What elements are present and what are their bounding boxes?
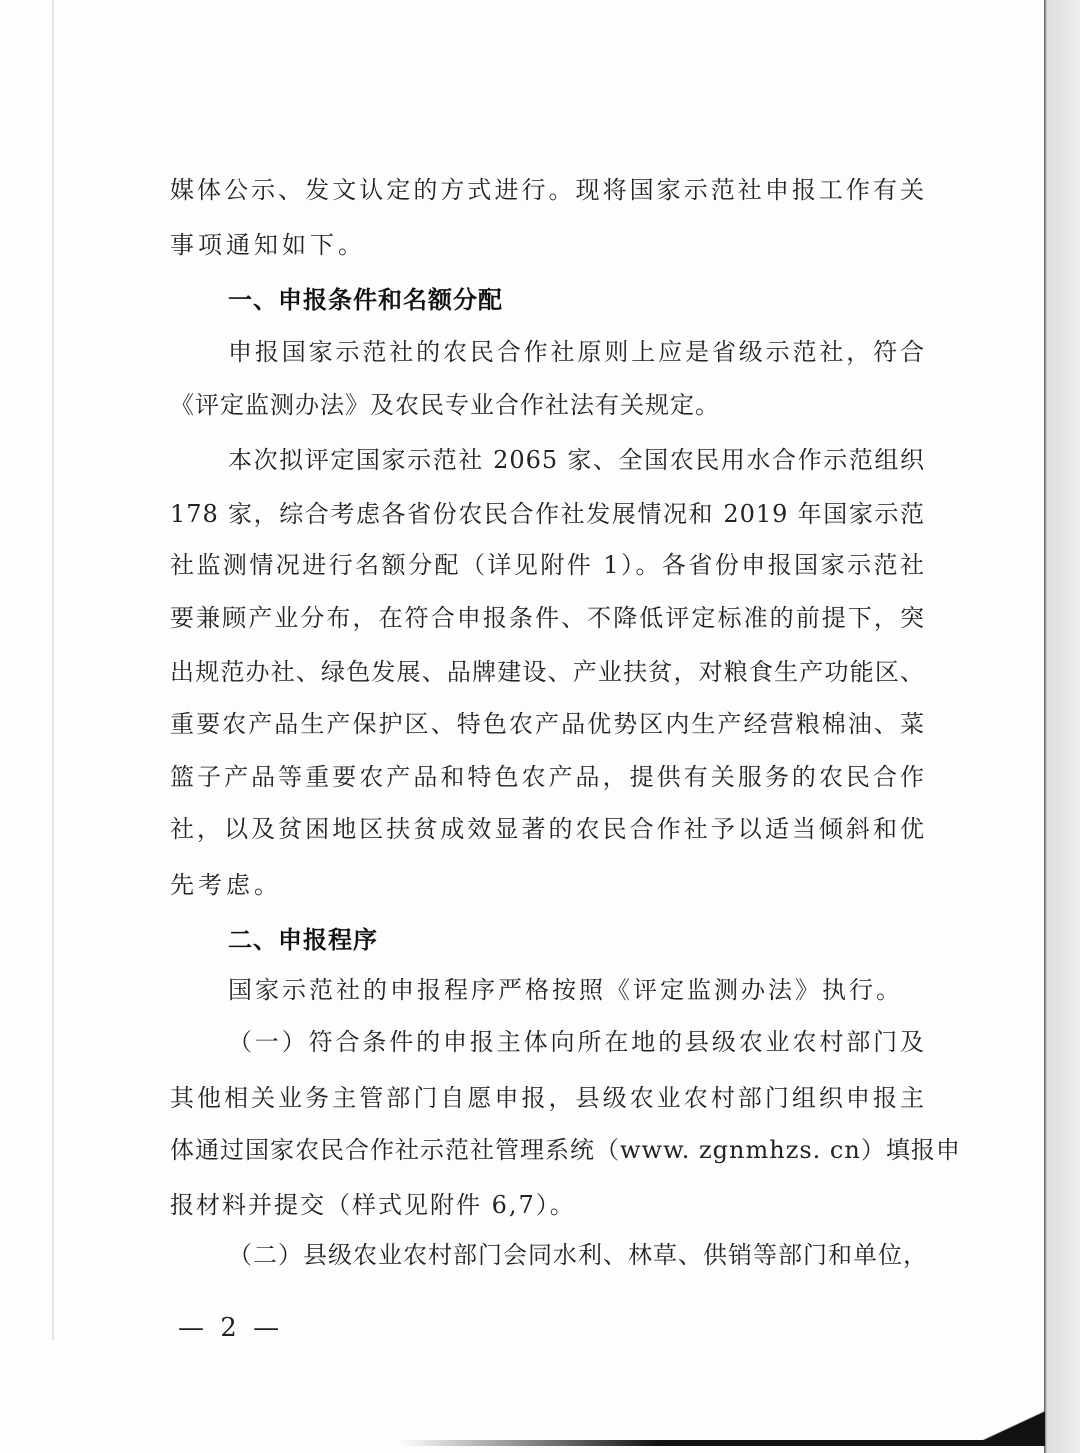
body-line: 申报国家示范社的农民合作社原则上应是省级示范社，符合	[228, 338, 925, 366]
page-edge-left	[52, 0, 54, 1340]
body-line: 《评定监测办法》及农民专业合作社法有关规定。	[170, 391, 720, 419]
body-line: 本次拟评定国家示范社 2065 家、全国农民用水合作示范组织	[228, 446, 925, 474]
body-line: 体通过国家农民合作社示范社管理系统（www. zgnmhzs. cn）填报申	[170, 1136, 961, 1164]
body-line: 国家示范社的申报程序严格按照《评定监测办法》执行。	[228, 976, 903, 1004]
body-line: 重要农产品生产保护区、特色农产品优势区内生产经营粮棉油、菜	[170, 710, 925, 738]
body-line: 报材料并提交（样式见附件 6,7）。	[170, 1191, 576, 1219]
body-line: （二）县级农业农村部门会同水利、林草、供销等部门和单位，	[228, 1241, 928, 1269]
body-line: 178 家，综合考虑各省份农民合作社发展情况和 2019 年国家示范	[170, 500, 925, 528]
page-corner-shadow	[970, 1410, 1045, 1446]
body-line: 事项通知如下。	[170, 231, 366, 259]
section-heading-2: 二、申报程序	[228, 926, 378, 954]
body-line: 要兼顾产业分布，在符合申报条件、不降低评定标准的前提下，突	[170, 604, 925, 632]
page-edge-right	[1044, 0, 1080, 1453]
section-heading-1: 一、申报条件和名额分配	[228, 286, 503, 314]
body-line: （一）符合条件的申报主体向所在地的县级农业农村部门及	[228, 1028, 925, 1056]
page-shadow	[400, 1440, 1045, 1446]
body-line: 篮子产品等重要农产品和特色农产品，提供有关服务的农民合作	[170, 763, 925, 791]
body-line: 媒体公示、发文认定的方式进行。现将国家示范社申报工作有关	[170, 176, 925, 204]
page-number: — 2 —	[178, 1313, 284, 1343]
body-line: 先考虑。	[170, 871, 282, 899]
body-line: 出规范办社、绿色发展、品牌建设、产业扶贫，对粮食生产功能区、	[170, 658, 925, 686]
body-line: 社，以及贫困地区扶贫成效显著的农民合作社予以适当倾斜和优	[170, 815, 925, 843]
body-line: 其他相关业务主管部门自愿申报，县级农业农村部门组织申报主	[170, 1084, 925, 1112]
body-line: 社监测情况进行名额分配（详见附件 1）。各省份申报国家示范社	[170, 551, 925, 579]
